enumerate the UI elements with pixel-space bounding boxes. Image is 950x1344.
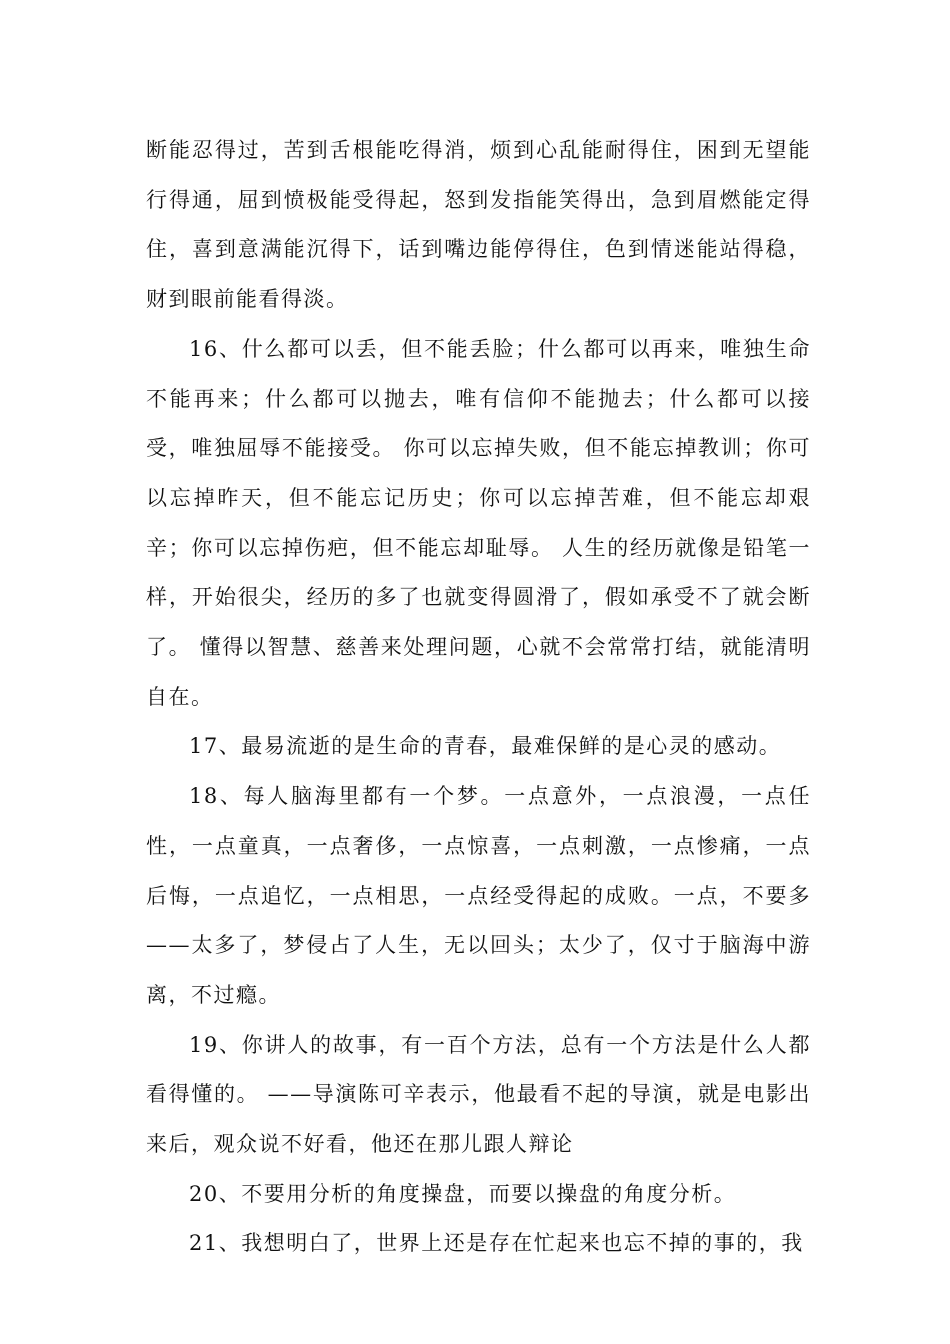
paragraph-21: 21、我想明白了，世界上还是存在忙起来也忘不掉的事的，我 [189,1231,804,1256]
paragraph-20: 20、不要用分析的角度操盘，而要以操盘的角度分析。 [189,1181,737,1206]
paragraph-15-continued: 断能忍得过，苦到舌根能吃得消，烦到心乱能耐得住，困到无望能行得通，屈到愤极能受得起，怒到发指能笑得出，急到眉燃能定得住，喜到意满能沉得下，话到嘴边能停得住，色到情迷能站得稳，财到眼前能看得淡。 [146,138,811,312]
paragraph-16: 16、什么都可以丢，但不能丢脸；什么都可以再来，唯独生命不能再来；什么都可以抛去，唯有信仰不能抛去；什么都可以接受，唯独屈辱不能接受。 你可以忘掉失败，但不能忘掉教训；你可以忘掉昨天，但不能忘记历史；你可以忘掉苦难，但不能忘却艰辛；你可以忘掉伤疤，但不能忘却耻辱。 人生的经历就像是铅笔一样，开始很尖，经历的多了也就变得圆滑了，假如承受不了就会断了。 懂得以智慧、慈善来处理问题，心就不会常常打结，就能清明自在。 [146,336,811,709]
paragraph-17: 17、最易流逝的是生命的青春，最难保鲜的是心灵的感动。 [189,734,782,759]
document-body [146,126,811,1269]
paragraph-18: 18、每人脑海里都有一个梦。一点意外，一点浪漫，一点任性，一点童真，一点奢侈，一点惊喜，一点刺激，一点惨痛，一点后悔，一点追忆，一点相思，一点经受得起的成败。一点，不要多——太多了，梦侵占了人生，无以回头；太少了，仅寸于脑海中游离，不过瘾。 [146,784,811,1007]
paragraph-19: 19、你讲人的故事，有一百个方法，总有一个方法是什么人都看得懂的。 ——导演陈可辛表示，他最看不起的导演，就是电影出来后，观众说不好看，他还在那儿跟人辩论 [146,1032,811,1157]
